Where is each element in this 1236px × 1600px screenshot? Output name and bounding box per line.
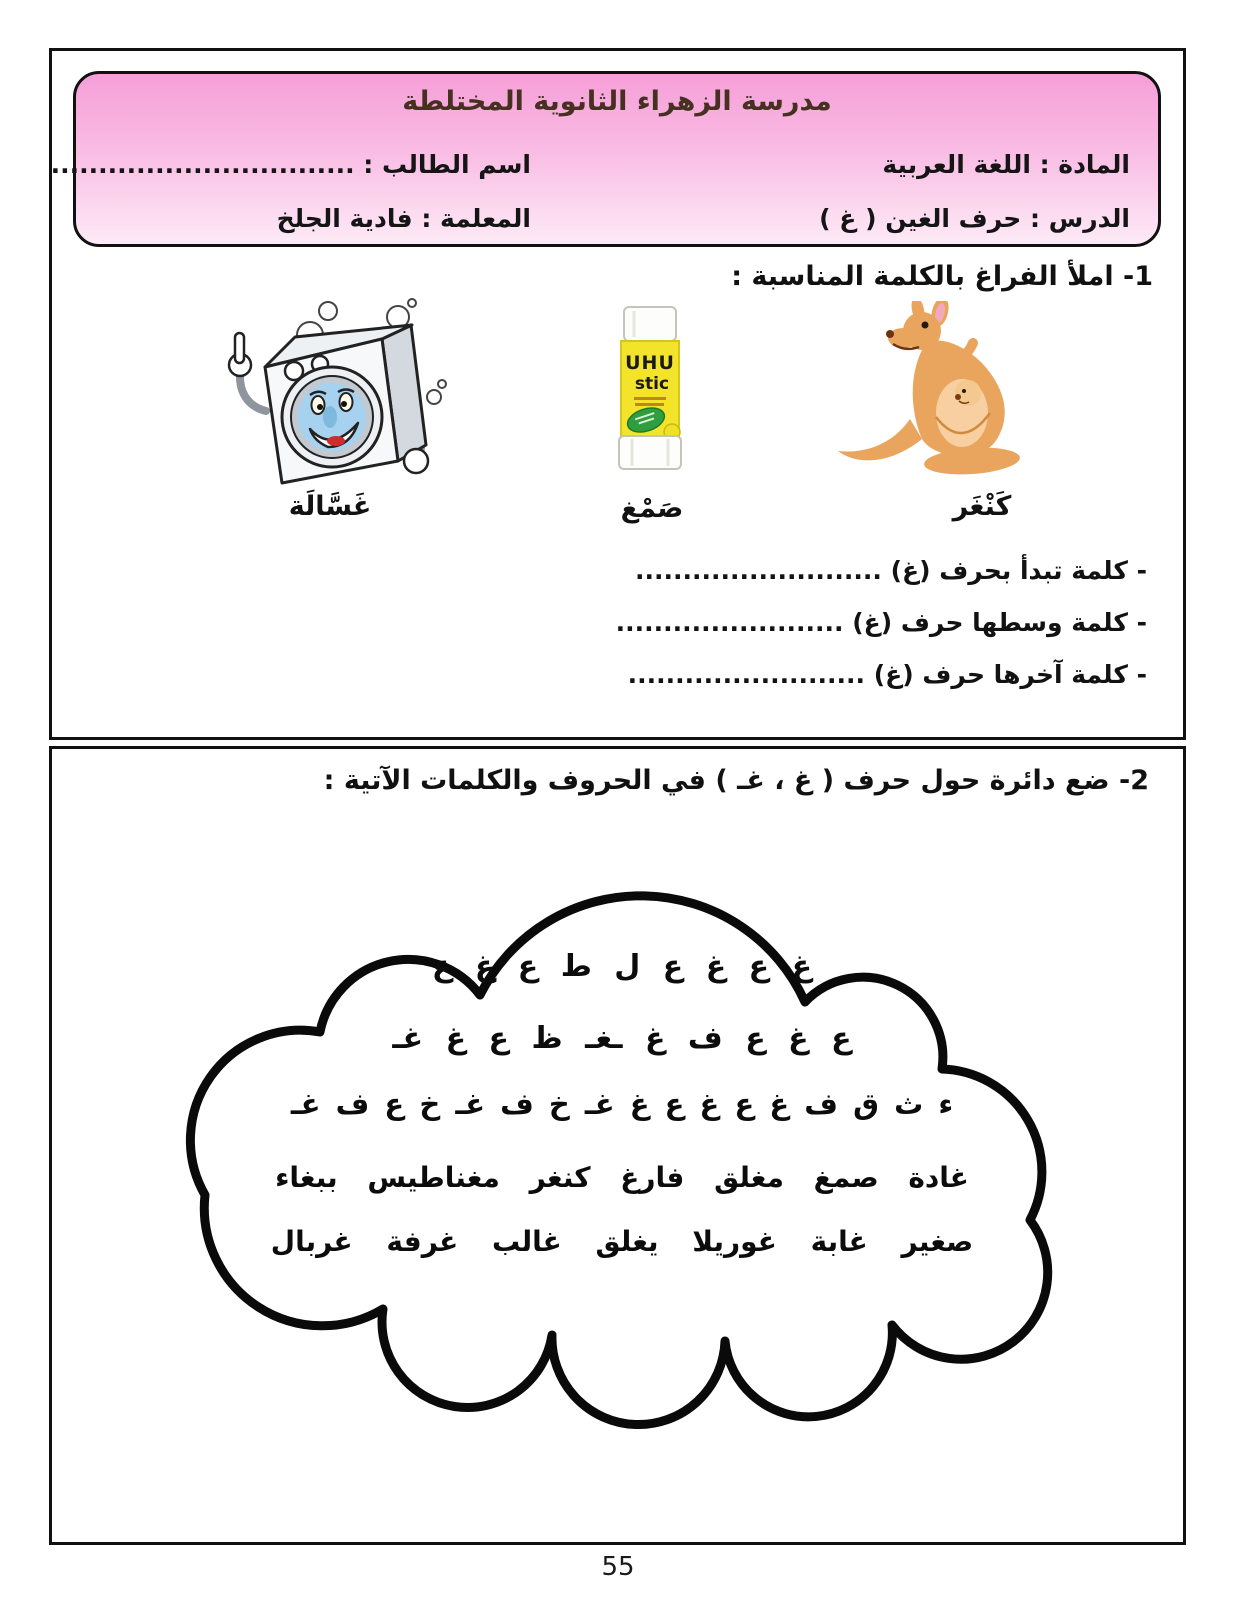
cloud-word-row-1: غادة صمغ مغلق فارغ كنغر مغناطيس ببغاء [275,1161,969,1194]
glue-product-text: stic [634,374,670,394]
cloud-letter-row-3: ء ث ق ف غ ع غ ع غ غـ خ ف غـ خ ع ف غـ [290,1087,954,1121]
section1-frame [49,48,1186,740]
school-name: مدرسة الزهراء الثانوية المختلطة [402,86,832,117]
glue-stick-image [588,303,716,473]
kangaroo-image [830,301,1080,479]
cloud-shape [180,885,1064,1359]
section2-frame [49,746,1186,1545]
teacher-line: المعلمة : فادية الجلخ [276,204,531,233]
page-number: 55 [601,1552,635,1582]
kangaroo-label: كَنْغَر [952,491,1012,522]
glue-brand-text: UHU [625,352,675,374]
washing-machine-icon [210,295,462,487]
cloud-word-row-2: صغير غابة غوريلا يغلق غالب غرفة غربال [270,1225,974,1258]
question-starts-with: - كلمة تبدأ بحرف (غ) .......................... [634,556,1147,585]
question-middle-letter: - كلمة وسطها حرف (غ) ........................ [615,608,1147,637]
washer-label: غَسَّالَة [288,491,372,522]
lesson-line: الدرس : حرف الغين ( غ ) [819,204,1130,233]
student-name-line: اسم الطالب : ................................ [50,150,531,179]
washing-machine-image [210,295,462,487]
cloud-letter-row-2: ع غ ع ف غ ـغـ ظ ع غ غـ [392,1021,852,1056]
question-ends-with: - كلمة آخرها حرف (غ) ......................... [627,660,1147,689]
cloud-letter-row-1: غ ع غ ع ل ط ع غ ع [431,949,813,984]
kangaroo-icon [830,301,1080,479]
exercise2-title: 2- ضع دائرة حول حرف ( غ ، غـ ) في الحروف والكلمات الآتية : [323,765,1149,796]
subject-line: المادة : اللغة العربية [882,150,1130,179]
glue-stick-icon [588,303,716,473]
school-header-card [50,71,1161,247]
glue-label: صَمْغ [620,493,684,524]
exercise1-title: 1- املأ الفراغ بالكلمة المناسبة : [731,261,1153,292]
